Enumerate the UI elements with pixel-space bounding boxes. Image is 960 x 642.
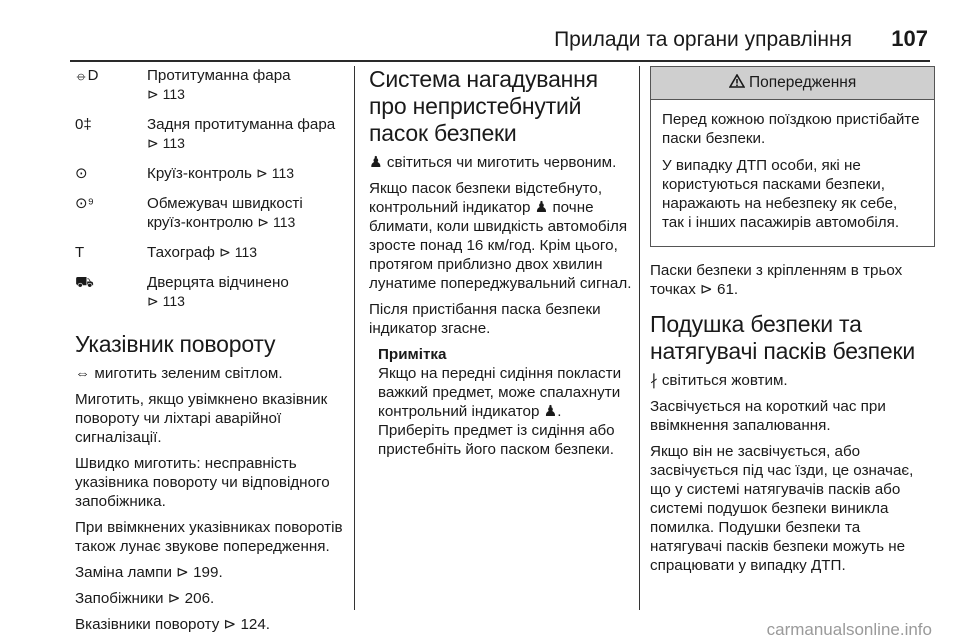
- page-header: [70, 26, 930, 62]
- column-3: [650, 66, 935, 582]
- airbag-heading: Подушка безпеки та натягувачі пасків безпеки: [650, 311, 916, 364]
- airbag-icon: ∤: [650, 372, 658, 389]
- warning-title: Попередження: [749, 74, 857, 91]
- paragraph: Паски безпеки з кріпленням в трьох точках ⊳ 61.: [650, 262, 903, 298]
- indicator-label: Обмежувач швидкості круїз-контролю: [147, 195, 303, 231]
- turn-signal-heading: Указівник повороту: [75, 331, 276, 357]
- turn-signal-icon: ⇔: [75, 365, 91, 382]
- page-reference: ⊳ 113: [147, 86, 185, 102]
- note-title: Примітка: [378, 346, 447, 363]
- indicator-row-rear-fog: [75, 115, 343, 153]
- lead-text: миготить зеленим світлом.: [94, 365, 283, 382]
- cruise-control-icon: ⊙: [75, 165, 88, 182]
- column-1: [75, 66, 343, 641]
- warning-paragraph: Перед кожною поїздкою пристібайте паски безпеки.: [662, 111, 920, 147]
- indicator-row-front-fog: [75, 66, 343, 104]
- column-divider-left: [354, 66, 355, 610]
- warning-icon: [729, 74, 749, 91]
- warning-box: [650, 66, 935, 247]
- paragraph: Миготить, якщо увімкнено вказівник повороту чи ліхтарі аварійної сигналізації.: [75, 391, 328, 446]
- airbag-lead: [650, 371, 935, 390]
- warning-body: [651, 100, 934, 246]
- seatbelt-icon: ♟: [369, 154, 383, 171]
- paragraph: Вказівники повороту ⊳ 124.: [75, 616, 271, 633]
- paragraph: Запобіжники ⊳ 206.: [75, 590, 215, 607]
- warning-header: [651, 67, 934, 100]
- door-open-icon: ⛟: [75, 274, 94, 291]
- lead-text: світиться жовтим.: [661, 372, 788, 389]
- page-reference: ⊳ 113: [147, 135, 185, 151]
- paragraph: Після пристібання паска безпеки індикатор згасне.: [369, 301, 601, 337]
- page-reference: ⊳ 113: [219, 244, 258, 260]
- note-block: [369, 345, 635, 459]
- note-paragraph: Приберіть предмет із сидіння або пристебніть його паском безпеки.: [378, 422, 615, 458]
- seatbelt-lead: [369, 153, 635, 172]
- front-fog-light-icon: ⦵D: [75, 67, 99, 84]
- paragraph: Швидко миготить: несправність указівника повороту чи відповідного запобіжника.: [75, 455, 330, 510]
- indicator-row-door: [75, 273, 343, 311]
- warning-paragraph: У випадку ДТП особи, які не користуються пасками безпеки, наражають на небезпеку як себе, так і інших пасажирів автомобіля.: [662, 157, 900, 231]
- turn-signal-lead: [75, 364, 343, 383]
- lead-text: світиться чи миготить червоним.: [386, 154, 617, 171]
- column-divider-right: [639, 66, 640, 610]
- note-paragraph: Якщо на передні сидіння покласти важкий предмет, може спалахнути контрольний індикатор ♟.: [378, 365, 622, 420]
- paragraph: Якщо він не засвічується, або засвічується під час їзди, це означає, що у системі натягувачів пасків або системі подушок безпеки виникла помилка. Подушки безпеки та натягувачі пасків безпеки можуть не спрацювати у випадку ДТП.: [650, 443, 914, 574]
- paragraph: Якщо пасок безпеки відстебнуто, контрольний індикатор ♟ почне блимати, коли швидкість автомобіля зросте понад 16 км/год. Крім цього, протягом приблизно двох хвилин лунатиме попереджувальний сигнал.: [369, 180, 632, 292]
- page-number: 107: [891, 26, 928, 51]
- indicator-label: Задня протитуманна фара: [147, 116, 336, 133]
- indicator-label: Круїз-контроль: [147, 165, 252, 182]
- speed-limiter-icon: ⊙⁹: [75, 195, 94, 212]
- rear-fog-light-icon: 0‡: [75, 116, 92, 133]
- seatbelt-reminder-heading: Система нагадування про непристебнутий пасок безпеки: [369, 66, 598, 146]
- indicator-label: Тахограф: [147, 244, 215, 261]
- column-2: [369, 66, 635, 459]
- page-reference: ⊳ 113: [257, 214, 296, 230]
- indicator-row-cruise: [75, 164, 343, 183]
- paragraph: Засвічується на короткий час при ввімкнення запалювання.: [650, 398, 886, 434]
- indicator-row-tachograph: [75, 243, 343, 262]
- watermark: carmanualsonline.info: [766, 620, 932, 639]
- indicator-row-speed-limiter: [75, 194, 343, 232]
- paragraph: При ввімкнених указівниках поворотів також лунає звукове попередження.: [75, 519, 343, 555]
- page-title: Прилади та органи управління: [554, 28, 852, 51]
- tachograph-icon: T: [75, 244, 85, 261]
- paragraph: Заміна лампи ⊳ 199.: [75, 564, 223, 581]
- indicator-label: Дверцята відчинено: [147, 274, 289, 291]
- indicator-label: Протитуманна фара: [147, 67, 291, 84]
- page-reference: ⊳ 113: [256, 165, 295, 181]
- page-reference: ⊳ 113: [147, 293, 185, 309]
